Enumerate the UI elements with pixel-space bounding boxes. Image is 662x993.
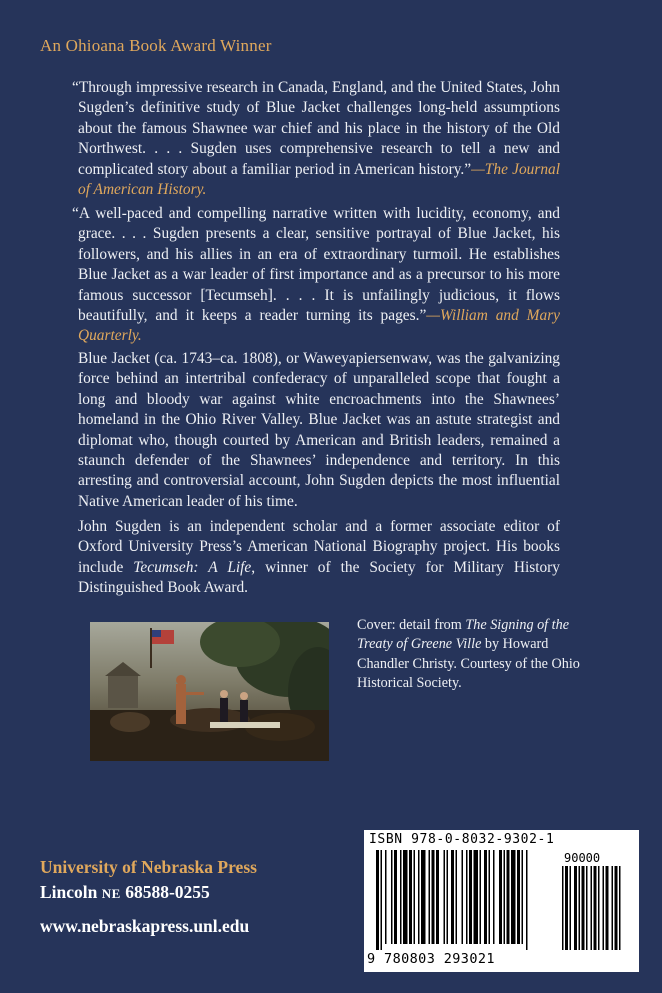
description-text: Blue Jacket (ca. 1743–ca. 1808), or Waweyapiersenwaw, was the galvanizing force behind an intertribal confederacy of unparalleled scope that fought a long and bloody war against white encroachments into the Shawnees’ homeland in the Ohio River Valley. Blue Jacket was an astute strategist and diplomat who, though courted by American and British leaders, remained a staunch defender of the Shawnees’ independence and territory. In this arresting and controversial account, John Sugden depicts the most influential Native American leader of his time.: [78, 350, 560, 510]
book-description: [78, 349, 560, 512]
barcode-addon-bar: [582, 866, 585, 950]
price-code: 90000: [564, 851, 601, 865]
barcode-addon-bar: [598, 866, 600, 950]
review-quote-2: [72, 204, 561, 347]
barcode-bar: [462, 850, 464, 944]
caption-credit: by Howard Chandler Christy. Courtesy of the Ohio Historical Society.: [357, 636, 580, 692]
barcode-bar: [409, 850, 412, 944]
barcode-bar: [436, 850, 439, 944]
cover-painting-image: [90, 622, 329, 761]
barcode-bar: [444, 850, 446, 944]
isbn-number: ISBN 978-0-8032-9302-1: [369, 832, 555, 847]
barcode-addon-bar: [594, 866, 597, 950]
barcode-bar: [511, 850, 516, 944]
barcode-bar: [489, 850, 491, 944]
barcode-bar: [429, 850, 431, 944]
barcode-bar: [403, 850, 408, 944]
barcode-bar: [394, 850, 397, 944]
barcode-bar: [522, 850, 524, 944]
barcode-bar: [456, 850, 458, 944]
caption-painting-title: The Signing of the Treaty of Greene Ville: [357, 617, 570, 653]
barcode-bar: [480, 850, 482, 944]
barcode-addon-bar: [603, 866, 605, 950]
barcode-addon-bar: [579, 866, 581, 950]
barcode-bar: [447, 850, 449, 944]
bio-text: John Sugden is an independent scholar and a former associate editor of Oxford University Press’s American National Biography project. His books include: [78, 518, 560, 576]
barcode-bar: [504, 850, 506, 944]
barcode-bar: [376, 850, 379, 950]
barcode-addon-bar: [615, 866, 618, 950]
caption-prefix: Cover: detail from: [357, 617, 466, 633]
address-zip: 68588-0255: [125, 882, 210, 902]
barcode-bar: [507, 850, 510, 944]
barcode-addon-bar: [565, 866, 568, 950]
publisher-website: www.nebraskapress.unl.edu: [40, 916, 250, 936]
barcode-bar: [526, 850, 528, 950]
bio-text-end: , winner of the Society for Military History Distinguished Book Award.: [78, 558, 560, 597]
barcode-bar: [421, 850, 426, 944]
review-quote-1: [72, 78, 561, 200]
barcode-bar: [432, 850, 435, 944]
barcode-addon-bar: [612, 866, 614, 950]
barcode-bar: [474, 850, 479, 944]
barcode-addon-bar: [606, 866, 609, 950]
barcode-addon-bar: [574, 866, 577, 950]
barcode-bar: [493, 850, 495, 944]
ean-digits: 9 780803 293021: [367, 951, 495, 967]
address-city: Lincoln: [40, 882, 98, 902]
barcode-addon-bar: [562, 866, 564, 950]
barcode-addon-bar: [591, 866, 593, 950]
barcode-addon-bar: [586, 866, 588, 950]
isbn-barcode: [364, 830, 639, 972]
barcode-bar: [418, 850, 420, 944]
quote-source: —The Journal of American History.: [78, 160, 561, 199]
publisher-name: University of Nebraska Press: [40, 857, 257, 877]
barcode-bar: [499, 850, 502, 944]
barcode-bar: [451, 850, 454, 944]
barcode-bar: [400, 850, 402, 944]
barcode-addon-bar: [619, 866, 621, 950]
address-state: NE: [101, 886, 121, 901]
barcode-bar: [466, 850, 468, 944]
barcode-bar: [517, 850, 520, 944]
barcode-bar: [414, 850, 416, 944]
author-bio: [78, 517, 560, 599]
cover-caption: [357, 616, 597, 694]
quote-text: “Through impressive research in Canada, England, and the United States, John Sugden’s definitive study of Blue Jacket challenges long-held assumptions about the famous Shawnee war chief and his place in the history of the Old Northwest. . . . Sugden uses comprehensive research to tell a new and complicated story about a familiar period in American history.”: [72, 79, 560, 178]
barcode-bars: [372, 850, 634, 950]
barcode-bar: [469, 850, 472, 944]
barcode-addon-bar: [570, 866, 572, 950]
award-heading: An Ohioana Book Award Winner: [40, 36, 272, 55]
publisher-address: [40, 882, 210, 903]
barcode-bar: [381, 850, 383, 950]
quote-text: “A well-paced and compelling narrative written with lucidity, economy, and grace. . . . Sugden presents a clear, sensitive portrayal of Blue Jacket, his followers, and his allies in an era of extraordinary turmoil. He establishes Blue Jacket as a war leader of first importance and as a precursor to his more famous successor [Tecumseh]. . . . It is unfailingly judicious, it flows beautifully, and it keeps a reader turning its pages.”: [72, 205, 560, 325]
barcode-bar: [385, 850, 387, 944]
barcode-bar: [391, 850, 393, 944]
bio-book-title: Tecumseh: A Life: [133, 558, 252, 576]
quote-source: —William and Mary Quarterly.: [78, 307, 561, 345]
barcode-bar: [484, 850, 487, 944]
